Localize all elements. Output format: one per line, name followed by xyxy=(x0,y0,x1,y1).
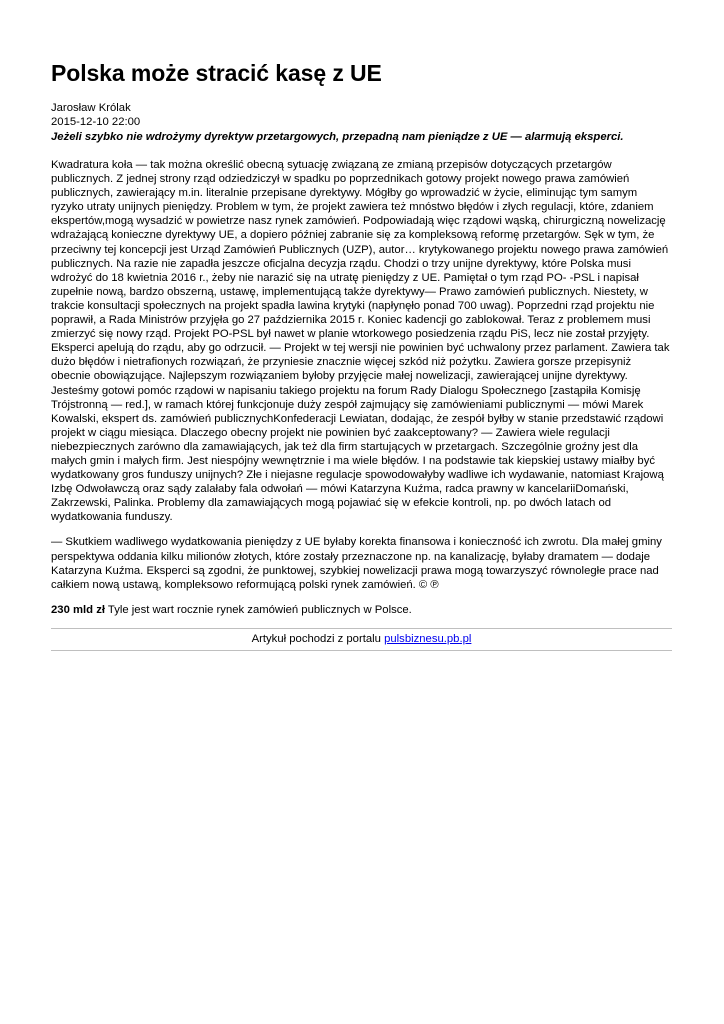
article xyxy=(51,58,672,651)
source-link[interactable]: pulsbiznesu.pb.pl xyxy=(384,632,472,645)
article-date: 2015-12-10 22:00 xyxy=(51,116,141,128)
article-author: Jarosław Królak xyxy=(51,102,131,114)
source-footer xyxy=(51,628,672,651)
fact-box xyxy=(51,603,672,617)
fact-value: 230 mld zł xyxy=(51,603,105,616)
fact-text: Tyle jest wart rocznie rynek zamówień publicznych w Polsce. xyxy=(105,603,412,616)
source-prefix: Artykuł pochodzi z portalu xyxy=(251,632,385,645)
article-title: Polska może stracić kasę z UE xyxy=(51,60,382,86)
article-paragraph-1: Kwadratura koła — tak można określić obecną sytuację związaną ze zmianą przepisów dotyczących przetargów publicznych. Z jednej strony rząd odziedziczył w spadku po poprzednikach gotowy projekt nowego prawa zamówień publicznych, zawierający m.in. literalnie przepisane dyrektywy. Mógłby go wprowadzić w życie, eliminując tym samym ryzyko utraty unijnych pieniędzy. Problem w tym, że projekt zawiera też mnóstwo błędów i złych regulacji, które, zdaniem ekspertów,mogą wysadzić w powietrze nasz rynek zamówień. Podpowiadają więc rządowi wąską, chirurgiczną nowelizację wdrażającą konieczne dyrektywy UE, a dopiero później zabranie się za kompleksową reformę przetargów. Sęk w tym, że przeciwny tej koncepcji jest Urząd Zamówień Publicznych (UZP), autor… krytykowanego projektu nowego prawa zamówień publicznych. Na razie nie zapadła jeszcze oficjalna decyzja rządu. Chodzi o trzy unijne dyrektywy, które Polska musi wdrożyć do 18 kwietnia 2016 r., żeby nie narazić się na utratę pieniędzy z UE. Pamiętał o tym rząd PO- -PSL i napisał zupełnie nową, bardzo obszerną, ustawę, implementującą także dyrektywy— Prawo zamówień publicznych. Niestety, w trakcie konsultacji społecznych na projekt spadła lawina krytyki (napłynęło ponad 700 uwag). Poprzedni rząd projektu nie poprawił, a Rada Ministrów przyjęła go 27 października 2015 r. Koniec kadencji go zablokował. Teraz z problemem musi zmierzyć się nowy rząd. Projekt PO-PSL był nawet w planie wtorkowego posiedzenia rządu PiS, lecz nie został przyjęty. Eksperci apelują do rządu, aby go odrzucił. — Projekt w tej wersji nie powinien być uchwalony przez parlament. Zawiera tak dużo błędów i nietrafionych rozwiązań, że przyniesie znacznie więcej szkód niż pożytku. Zawiera gorsze przepisyniż obecnie obowiązujące. Najlepszym rozwiązaniem byłoby przyjęcie małej nowelizacji, zawierającej unijne dyrektywy. Jesteśmy gotowi pomóc rządowi w napisaniu takiego projektu na forum Rady Dialogu Społecznego [zastąpiła Komisję Trójstronną — red.], w ramach której funkcjonuje duży zespół zajmujący się zamówieniami publicznymi — mówi Marek Kowalski, ekspert ds. zamówień publicznychKonfederacji Lewiatan, dodając, że zespół byłby w stanie przedstawić rządowi projekt w ciągu miesiąca. Dlaczego obecny projekt nie powinien być zaakceptowany? — Zawiera wiele regulacji niebezpiecznych zarówno dla zamawiających, jak też dla firm startujących w przetargach. Szczególnie groźny jest dla małych gmin i małych firm. Jest niespójny wewnętrznie i ma wiele błędów. I na podstawie tak kiepskiej ustawy miałby być wydatkowany gros funduszy unijnych? Złe i niejasne regulacje spowodowałyby wadliwe ich wydawanie, natomiast Krajową Izbę Odwoławczą oraz sądy zalałaby fala odwołań — mówi Katarzyna Kuźma, radca prawny w kancelariiDomański, Zakrzewski, Palinka. Problemy dla zamawiających mogą pojawiać się w efekcie kontroli, np. po dwóch latach od wydatkowania funduszy. xyxy=(51,159,670,524)
article-lead: Jeżeli szybko nie wdrożymy dyrektyw przetargowych, przepadną nam pieniądze z UE — alarmują eksperci. xyxy=(51,131,624,143)
article-paragraph-2: — Skutkiem wadliwego wydatkowania pieniędzy z UE byłaby korekta finansowa i konieczność ich zwrotu. Dla małej gminy perspektywa oddania kilku milionów złotych, które zostały przeznaczone np. na kanalizację, byłaby dramatem — dodaje Katarzyna Kuźma. Eksperci są zgodni, że punktowej, szybkiej nowelizacji prawa mogą towarzyszyć równoległe prace nad całkiem nową ustawą, kompleksowo reformującą polski rynek zamówień. © ℗ xyxy=(51,536,662,591)
